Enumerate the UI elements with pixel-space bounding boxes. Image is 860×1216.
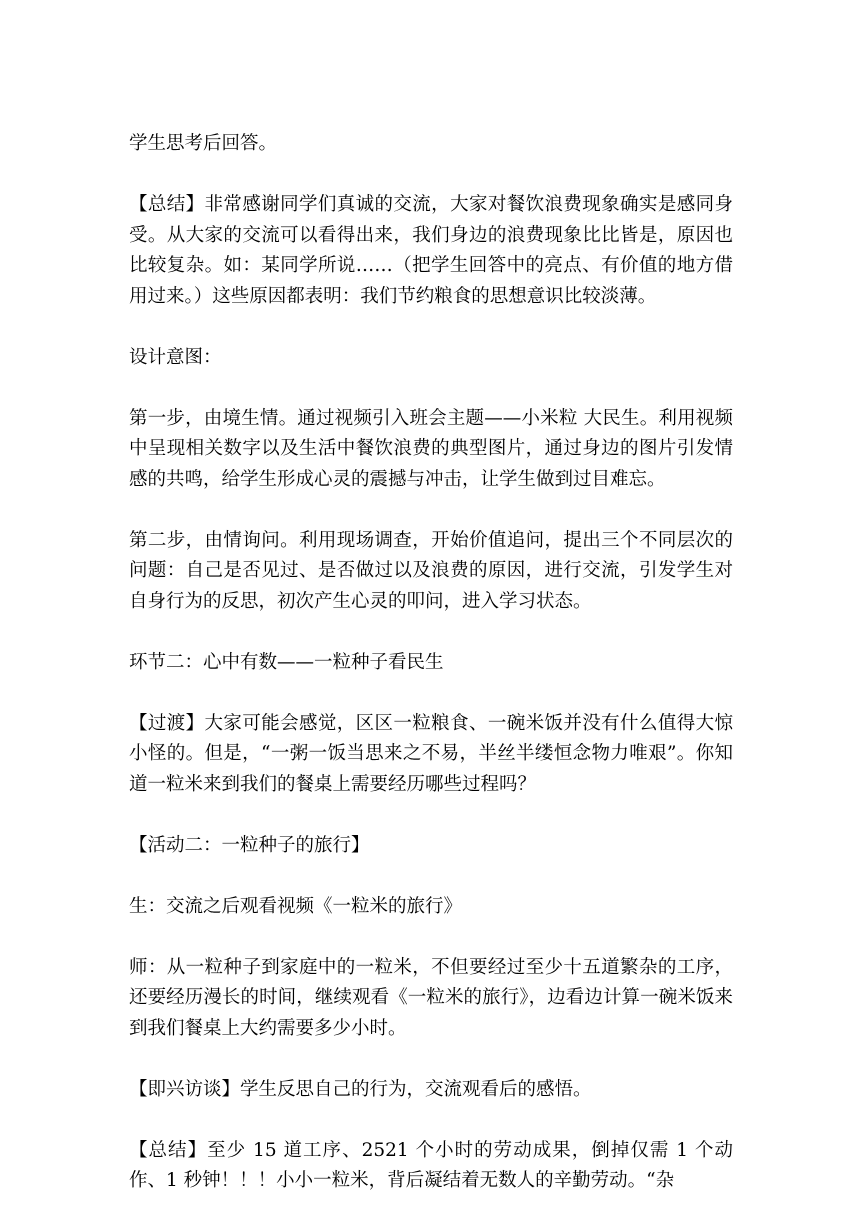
paragraph-student-video: 生：交流之后观看视频《一粒米的旅行》 <box>129 895 463 917</box>
paragraph-section-two-heading: 环节二：心中有数——一粒种子看民生 <box>129 651 444 673</box>
paragraph-student-answer: 学生思考后回答。 <box>129 133 278 154</box>
paragraph-design-intent-heading: 设计意图： <box>129 346 222 368</box>
paragraph-transition: 【过渡】大家可能会感觉，区区一粒粮食、一碗米饭并没有什么值得大惊小怪的。但是，“一粥一饭当思来之不易，半丝半缕恒念物力唯艰”。你知道一粒米来到我们的餐桌上需要经历哪些过程吗？ <box>129 712 733 795</box>
paragraph-summary-two: 【总结】至少 15 道工序、2521 个小时的劳动成果，倒掉仅需 1 个动作、1 秒钟！！！小小一粒米，背后凝结着无数人的辛勤劳动。“杂 <box>129 1139 733 1191</box>
paragraph-activity-two: 【活动二：一粒种子的旅行】 <box>129 834 370 856</box>
paragraph-step-one: 第一步，由境生情。通过视频引入班会主题——小米粒 大民生。利用视频中呈现相关数字以及生活中餐饮浪费的典型图片，通过身边的图片引发情感的共鸣，给学生形成心灵的震撼与冲击，让学生做到过目难忘。 <box>129 407 733 490</box>
document-body <box>129 129 733 1197</box>
paragraph-step-two: 第二步，由情询问。利用现场调查，开始价值追问，提出三个不同层次的问题：自己是否见过、是否做过以及浪费的原因，进行交流，引发学生对自身行为的反思，初次产生心灵的叩问，进入学习状态。 <box>129 529 733 612</box>
paragraph-summary-one: 【总结】非常感谢同学们真诚的交流，大家对餐饮浪费现象确实是感同身受。从大家的交流可以看得出来，我们身边的浪费现象比比皆是，原因也比较复杂。如：某同学所说……（把学生回答中的亮点、有价值的地方借用过来。）这些原因都表明：我们节约粮食的思想意识比较淡薄。 <box>129 194 733 307</box>
paragraph-impromptu-interview: 【即兴访谈】学生反思自己的行为，交流观看后的感悟。 <box>129 1078 592 1100</box>
paragraph-teacher-explanation: 师：从一粒种子到家庭中的一粒米，不但要经过至少十五道繁杂的工序，还要经历漫长的时间，继续观看《一粒米的旅行》，边看边计算一碗米饭来到我们餐桌上大约需要多少小时。 <box>129 956 733 1039</box>
